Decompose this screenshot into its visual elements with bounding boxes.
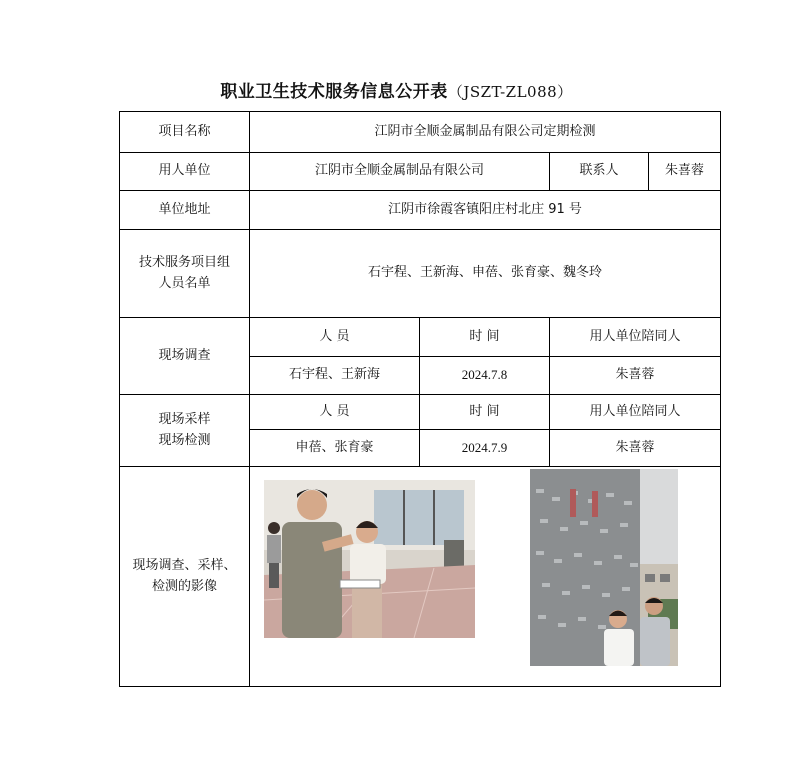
- images-cell: [250, 467, 721, 687]
- sampling-header-time: 时 间: [420, 395, 550, 430]
- sampling-header-escort: 用人单位陪同人: [550, 395, 721, 430]
- images-label: [120, 467, 250, 687]
- survey-header-people: 人 员: [250, 318, 420, 357]
- sampling-escort: 朱喜蓉: [550, 430, 721, 467]
- survey-escort: 朱喜蓉: [550, 357, 721, 395]
- row-team: [120, 230, 721, 318]
- survey-time: 2024.7.8: [420, 357, 550, 395]
- team-value: 石宇程、王新海、申蓓、张育豪、魏冬玲: [250, 230, 721, 318]
- team-label-line2: 人员名单: [158, 275, 211, 291]
- employer-value: 江阴市全顺金属制品有限公司: [250, 153, 550, 191]
- row-sampling-header: [120, 395, 721, 430]
- building-photo: [530, 469, 678, 666]
- sampling-time: 2024.7.9: [420, 430, 550, 467]
- address-value: 江阴市徐霞客镇阳庄村北庄 91 号: [250, 191, 721, 230]
- images-label-line1: 现场调查、采样、: [132, 558, 237, 574]
- sampling-label: [120, 395, 250, 467]
- survey-people: 石宇程、王新海: [250, 357, 420, 395]
- employer-label: 用人单位: [120, 153, 250, 191]
- project-value: 江阴市全顺金属制品有限公司定期检测: [250, 112, 721, 153]
- team-label: [120, 230, 250, 318]
- sampling-label-line2: 现场检测: [158, 432, 211, 448]
- row-images: [120, 467, 721, 687]
- title-text: 职业卫生技术服务信息公开表: [220, 82, 448, 102]
- sampling-people: 申蓓、张育豪: [250, 430, 420, 467]
- survey-label: 现场调查: [120, 318, 250, 395]
- row-survey-header: [120, 318, 721, 357]
- document-title: [0, 77, 793, 102]
- images-label-line2: 检测的影像: [151, 578, 217, 594]
- row-project: [120, 112, 721, 153]
- survey-header-escort: 用人单位陪同人: [550, 318, 721, 357]
- survey-photo: [264, 480, 475, 638]
- sampling-label-line1: 现场采样: [158, 412, 211, 428]
- contact-label: 联系人: [550, 153, 649, 191]
- photo-area: [250, 469, 720, 685]
- info-table: [119, 111, 721, 687]
- survey-header-time: 时 间: [420, 318, 550, 357]
- project-label: 项目名称: [120, 112, 250, 153]
- sampling-header-people: 人 员: [250, 395, 420, 430]
- document-code: （JSZT-ZL088）: [447, 83, 573, 101]
- address-label: 单位地址: [120, 191, 250, 230]
- team-label-line1: 技术服务项目组: [138, 255, 230, 271]
- row-address: [120, 191, 721, 230]
- contact-value: 朱喜蓉: [649, 153, 721, 191]
- row-employer: [120, 153, 721, 191]
